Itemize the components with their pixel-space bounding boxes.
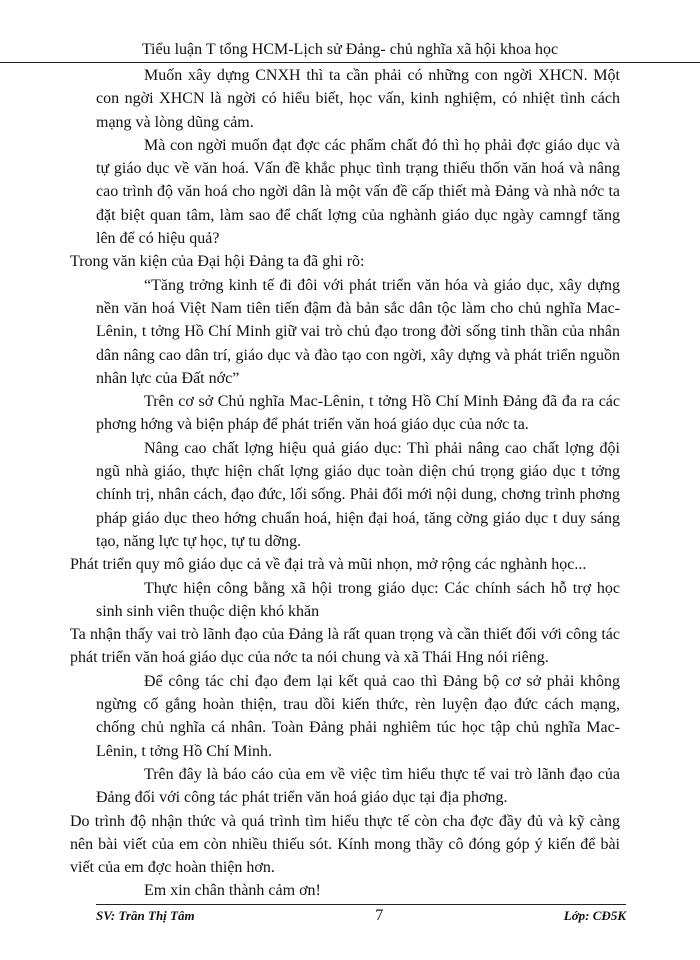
page-footer (96, 904, 626, 925)
paragraph: Do trình độ nhận thức và quá trình tìm hiểu thực tế còn cha đợc đầy đủ và kỹ càng nên bài viết của em còn nhiều thiếu sót. Kính mong thầy cô đóng góp ý kiến để bài viết của em đợc hoàn thiện hơn. (70, 812, 620, 877)
footer-class-name: Lớp: CĐ5K (563, 908, 626, 923)
footer-student-name: SV: Trần Thị Tâm (96, 908, 195, 923)
closing-paragraph: Em xin chân thành cảm ơn! (144, 882, 321, 900)
quote-paragraph: “Tăng trởng kinh tế đi đôi với phát triển văn hóa và giáo dục, xây dựng nền văn hoá Việt Nam tiên tiến đậm đà bản sắc dân tộc làm cho chủ nghĩa Mac-Lênin, t tởng Hồ Chí Minh giữ vai trò chủ đạo trong đời sống tinh thần của nhân dân nâng cao dân trí, giáo dục và đào tạo con ngời, xây dựng và phát triển nguồn nhân lực của Đất nớc” (96, 276, 620, 387)
paragraph: Thực hiện công bằng xã hội trong giáo dục: Các chính sách hỗ trợ học sinh sinh viên thuộc diện khó khăn (96, 579, 620, 620)
document-body (70, 64, 620, 903)
paragraph: Ta nhận thấy vai trò lãnh đạo của Đảng là rất quan trọng và cần thiết đối với công tác phát triển văn hoá giáo dục của nớc ta nói chung và xã Thái Hng nói riêng. (70, 626, 620, 667)
paragraph: Trên đây là báo cáo của em về việc tìm hiểu thực tế vai trò lãnh đạo của Đảng đối với công tác phát triển văn hoá giáo dục tại địa phơng. (96, 765, 620, 807)
paragraph: Nâng cao chất lợng hiệu quả giáo dục: Thì phải nâng cao chất lợng đội ngũ nhà giáo, thực hiện chất lợng giáo dục toàn diện chú trọng giáo dục t tởng chính trị, nhân cách, đạo đức, lối sống. Phải đổi mới nội dung, chơng trình phơng pháp giáo dục theo hớng chuẩn hoá, hiện đại hoá, tăng cờng giáo dục t duy sáng tạo, năng lực tự học, tự tu dỡng. (96, 439, 620, 550)
paragraph: Trên cơ sở Chủ nghĩa Mac-Lênin, t tởng Hồ Chí Minh Đảng đã đa ra các phơng hớng và biện pháp để phát triển văn hoá giáo dục của nớc ta. (96, 393, 620, 434)
paragraph: Muốn xây dựng CNXH thì ta cần phải có những con ngời XHCN. Một con ngời XHCN là ngời có hiểu biết, học vấn, kinh nghiệm, có nhiệt tình cách mạng và lòng dũng cảm. (96, 67, 620, 131)
paragraph: Mà con ngời muốn đạt đợc các phẩm chất đó thì họ phải đợc giáo dục và tự giáo dục về văn hoá. Vấn đề khắc phục tình trạng thiếu thốn văn hoá và nâng cao trình độ văn hoá cho ngời dân là một vấn đề cấp thiết mà Đảng và nhà nớc ta đặt biệt quan tâm, làm sao để chất lợng của nghành giáo dục ngày camngf tăng lên để có hiệu quả? (96, 136, 620, 248)
paragraph: Phát triển quy mô giáo dục cả về đại trà và mũi nhọn, mở rộng các nghành học... (70, 556, 587, 574)
page-header: Tiểu luận T tổng HCM-Lịch sử Đảng- chủ nghĩa xã hội khoa học (0, 40, 700, 63)
paragraph: Trong văn kiện của Đại hội Đảng ta đã ghi rõ: (70, 253, 365, 271)
page-number: 7 (375, 907, 384, 924)
paragraph: Để công tác chỉ đạo đem lại kết quả cao thì Đảng bộ cơ sở phải không ngừng cố gắng hoàn thiện, trau dồi kiến thức, rèn luyện đạo đức cách mạng, chống chủ nghĩa cá nhân. Toàn Đảng phải nghiêm túc học tập chủ nghĩa Mac-Lênin, t tởng Hồ Chí Minh. (96, 672, 620, 760)
